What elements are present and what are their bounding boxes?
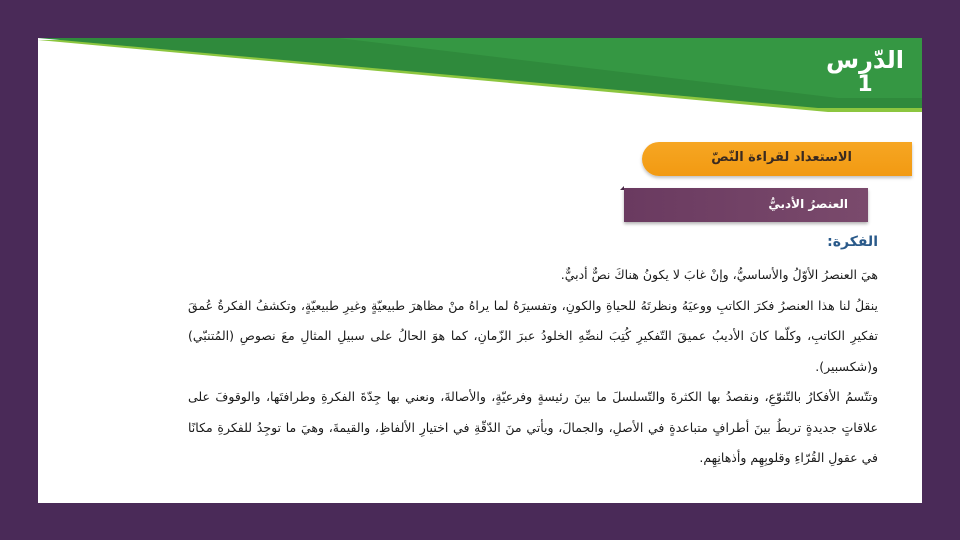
section-heading: الفكرة: <box>827 234 878 250</box>
literary-element-tab <box>624 188 868 222</box>
lesson-banner <box>38 38 922 118</box>
lesson-title <box>820 48 910 96</box>
paragraph-2: ينقلُ لنا هذا العنصرُ فكرَ الكاتبِ ووعيَهُ ونظرتَهُ للحياةِ والكونِ، وتفسيرَهُ لما يراهُ منْ مظاهرَ طبيعيّةٍ وغيرِ طبيعيّةٍ، وتكشفُ الفكرةُ عُمقَ تفكيرِ الكاتبِ، وكلّما كانَ الأديبُ عميقَ التّفكيرِ كُتِبَ لنصِّهِ الخلودُ عبرَ الزّمانِ، كما هوَ الحالُ على سبيلِ المثالِ معَ نصوصِ (المُتنبّي) و(شكسبير). <box>188 297 878 374</box>
lesson-number: 1 <box>857 72 873 98</box>
reading-prep-label: الاستعداد لقراءة النّصّ <box>711 150 852 165</box>
body-text <box>188 260 878 474</box>
paragraph-3: وتتّسمُ الأفكارُ بالتّنوّعِ، ونقصدُ بها الكثرةَ والتّسلسلَ ما بينَ رئيسةٍ وفرعيّةٍ، والأصالةَ، ونعني بها جِدّةَ الفكرةِ وطرافتَها، والوقوفَ على علاقاتٍ جديدةٍ تربطُ بينَ أطرافٍ متباعدةٍ في الأصلِ، والجمالَ، ويأتي منَ الدّقّةِ في اختيارِ الألفاظِ، والقيمةَ، وهيَ ما توجِدُ للفكرةِ مكانًا في عقولِ القُرّاءِ وقلوبِهِم وأذهانِهِم. <box>188 389 878 465</box>
paragraph-1: هيَ العنصرُ الأوّلُ والأساسيُّ، وإنْ غابَ لا يكونُ هناكَ نصٌّ أدبيٌّ. <box>560 267 878 282</box>
literary-element-label: العنصرُ الأدبيُّ <box>768 197 848 211</box>
lesson-word: الدّرس <box>825 46 905 74</box>
lesson-page <box>38 38 922 503</box>
reading-prep-tab <box>642 142 912 176</box>
